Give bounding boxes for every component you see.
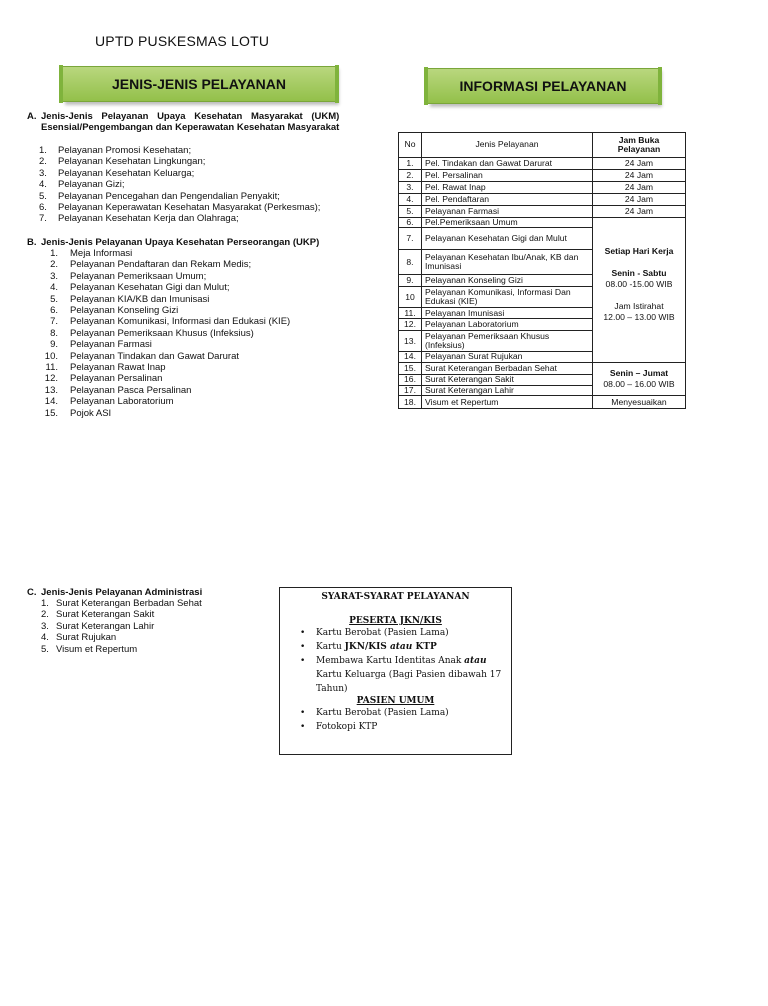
row-no: 7.: [399, 228, 422, 250]
header-hours: [593, 133, 686, 158]
row-service: Pelayanan Kesehatan Gigi dan Mulut: [422, 228, 593, 250]
list-label: Pelayanan Pencegahan dan Pengendalian Penyakit;: [58, 190, 280, 202]
row-hours: 24 Jam: [593, 170, 686, 182]
section-a-heading-line1: Jenis-Jenis Pelayanan Upaya Kesehatan Masyarakat (UKM): [41, 111, 340, 122]
list-label: Pelayanan Keperawatan Kesehatan Masyarakat (Perkesmas);: [58, 202, 321, 214]
requirement-text: Kartu Berobat (Pasien Lama): [316, 708, 449, 718]
row-no: 12.: [399, 319, 422, 331]
jkn-heading: PESERTA JKN/KIS: [349, 616, 442, 626]
table-row: [399, 218, 686, 228]
jkn-requirements-list: [280, 626, 511, 696]
list-label: Pojok ASI: [70, 407, 112, 419]
list-label: Pelayanan Laboratorium: [70, 396, 174, 408]
row-service: Pel.Pemeriksaan Umum: [422, 218, 593, 228]
row-no: 14.: [399, 352, 422, 362]
umum-heading: PASIEN UMUM: [356, 696, 435, 706]
table-row: [399, 206, 686, 218]
list-label: Visum et Repertum: [56, 643, 138, 655]
schedule-workdays: [593, 218, 686, 363]
row-no: 17.: [399, 385, 422, 395]
list-number: 3.: [50, 270, 58, 282]
row-service: Pelayanan Surat Rujukan: [422, 352, 593, 362]
row-service: Pel. Pendaftaran: [422, 194, 593, 206]
list-item: [27, 156, 384, 167]
row-service: Surat Keterangan Sakit: [422, 374, 593, 385]
list-item: [27, 248, 384, 259]
schedule-admin-hours: 08.00 – 16.00 WIB: [603, 379, 675, 390]
row-service: Surat Keterangan Lahir: [422, 385, 593, 395]
row-service: Pelayanan Kesehatan Ibu/Anak, KB dan Imunisasi: [422, 250, 593, 275]
list-number: 3.: [41, 620, 49, 632]
list-number: 2.: [50, 259, 58, 271]
row-no: 10: [399, 287, 422, 308]
list-number: 8.: [50, 327, 58, 339]
list-label: Pelayanan Pendaftaran dan Rekam Medis;: [70, 259, 252, 271]
list-number: 9.: [50, 339, 58, 351]
table-row: [399, 362, 686, 374]
list-label: Pelayanan Pasca Persalinan: [70, 384, 192, 396]
list-item: [300, 720, 505, 734]
section-c-heading: [27, 587, 247, 598]
requirement-text: Kartu Berobat (Pasien Lama): [316, 628, 449, 638]
list-label: Pelayanan Kesehatan Gigi dan Mulut;: [70, 282, 230, 294]
requirement-bold-jkn: JKN/KIS: [344, 642, 387, 652]
list-label: Surat Keterangan Berbadan Sehat: [56, 598, 202, 609]
header-hours-line1: Jam Buka: [618, 134, 660, 145]
list-item: [27, 408, 384, 419]
list-label: Pelayanan Kesehatan Lingkungan;: [58, 156, 206, 168]
schedule-break-label: Jam Istirahat: [614, 301, 664, 311]
section-a-ukm: [27, 111, 384, 225]
list-label: Surat Keterangan Sakit: [56, 609, 155, 621]
service-info-banner: INFORMASI PELAYANAN: [427, 68, 659, 104]
schedule-hours: 08.00 -15.00 WIB: [605, 279, 673, 289]
requirement-bold-ktp: KTP: [415, 642, 437, 652]
row-no: 13.: [399, 331, 422, 352]
list-number: 7.: [50, 316, 58, 328]
list-item: [27, 259, 384, 270]
list-item: [27, 202, 384, 213]
list-number: 3.: [39, 167, 47, 179]
row-no: 5.: [399, 206, 422, 218]
row-service: Pel. Tindakan dan Gawat Darurat: [422, 158, 593, 170]
row-service: Visum et Repertum: [422, 396, 593, 409]
requirement-text: Fotokopi KTP: [316, 722, 378, 732]
table-row: [399, 170, 686, 182]
table-row: [399, 158, 686, 170]
section-letter: A.: [27, 111, 37, 122]
list-label: Pelayanan Pemeriksaan Khusus (Infeksius): [70, 327, 254, 339]
list-item: [27, 396, 384, 407]
list-label: Surat Rujukan: [56, 632, 117, 644]
list-item: [300, 640, 505, 654]
requirements-box: [279, 587, 512, 755]
schedule-visum: Menyesuaikan: [593, 396, 686, 409]
section-letter: C.: [27, 587, 37, 598]
row-hours: 24 Jam: [593, 182, 686, 194]
list-item: [27, 609, 247, 620]
list-item: [27, 385, 384, 396]
list-label: Pelayanan Konseling Gizi: [70, 305, 179, 317]
row-service: Surat Keterangan Berbadan Sehat: [422, 362, 593, 374]
list-number: 6.: [50, 305, 58, 317]
section-b-ukp: [27, 237, 384, 419]
list-label: Pelayanan Komunikasi, Informasi dan Edukasi (KIE): [70, 316, 291, 328]
list-item: [27, 598, 247, 609]
row-no: 18.: [399, 396, 422, 409]
table-header-row: [399, 133, 686, 158]
list-label: Pelayanan Promosi Kesehatan;: [58, 145, 192, 156]
row-no: 1.: [399, 158, 422, 170]
table-row: [399, 182, 686, 194]
list-number: 2.: [41, 609, 49, 621]
row-hours: 24 Jam: [593, 206, 686, 218]
row-service: Pelayanan Konseling Gizi: [422, 275, 593, 287]
list-item: [27, 282, 384, 293]
list-number: 6.: [39, 202, 47, 214]
row-no: 3.: [399, 182, 422, 194]
row-no: 6.: [399, 218, 422, 228]
requirements-title: SYARAT-SYARAT PELAYANAN: [321, 592, 470, 602]
list-item: [27, 145, 384, 156]
service-info-table: [398, 132, 686, 409]
list-item: [27, 362, 384, 373]
list-item: [27, 644, 247, 655]
list-item: [27, 294, 384, 305]
list-label: Meja Informasi: [70, 248, 133, 259]
schedule-admin-days: Senin – Jumat: [609, 368, 669, 379]
list-label: Pelayanan Pemeriksaan Umum;: [70, 270, 207, 282]
section-b-heading: [27, 237, 384, 248]
list-item: [27, 351, 384, 362]
section-c-list: [27, 598, 247, 655]
list-number: 4.: [39, 179, 47, 191]
list-item: [27, 271, 384, 282]
list-number: 4.: [50, 282, 58, 294]
section-a-list: [27, 145, 384, 225]
list-item: [27, 305, 384, 316]
list-item: [27, 179, 384, 190]
list-item: [27, 328, 384, 339]
requirement-text-post: Kartu Keluarga (Bagi Pasien dibawah 17 Tahun): [316, 670, 502, 694]
list-label: Pelayanan Kesehatan Kerja dan Olahraga;: [58, 213, 239, 225]
list-number: 5.: [39, 190, 47, 202]
schedule-heading: Setiap Hari Kerja: [604, 246, 674, 256]
list-number: 1.: [39, 145, 47, 156]
umum-requirements-list: [280, 706, 511, 734]
requirement-atau: atau: [464, 656, 487, 666]
schedule-admin: [593, 362, 686, 395]
list-item: [27, 191, 384, 202]
list-item: [27, 621, 247, 632]
list-number: 7.: [39, 213, 47, 225]
section-a-heading-line2: Esensial/Pengembangan dan Keperawatan Kesehatan Masyarakat: [41, 122, 340, 133]
list-item: [300, 626, 505, 640]
list-item: [300, 654, 505, 696]
requirement-text-pre: Kartu: [316, 642, 345, 652]
row-hours: 24 Jam: [593, 194, 686, 206]
row-service: Pelayanan Imunisasi: [422, 308, 593, 319]
list-item: [27, 168, 384, 179]
list-item: [27, 373, 384, 384]
list-label: Pelayanan Gizi;: [58, 179, 125, 191]
list-number: 1.: [41, 598, 49, 609]
row-no: 4.: [399, 194, 422, 206]
list-number: 10.: [44, 350, 58, 362]
list-number: 13.: [44, 384, 58, 396]
row-service: Pelayanan Komunikasi, Informasi Dan Edukasi (KIE): [422, 287, 593, 308]
list-number: 15.: [44, 407, 58, 419]
schedule-days: Senin - Sabtu: [611, 268, 667, 278]
row-no: 8.: [399, 250, 422, 275]
list-number: 5.: [50, 293, 58, 305]
list-label: Pelayanan Rawat Inap: [70, 362, 166, 374]
row-no: 16.: [399, 374, 422, 385]
organization-title: UPTD PUSKESMAS LOTU: [95, 33, 270, 49]
table-row: [399, 194, 686, 206]
row-no: 11.: [399, 308, 422, 319]
row-no: 9.: [399, 275, 422, 287]
list-number: 12.: [44, 373, 58, 385]
row-no: 15.: [399, 362, 422, 374]
list-number: 11.: [45, 362, 58, 374]
list-item: [27, 213, 384, 224]
section-b-list: [27, 248, 384, 419]
list-number: 5.: [41, 643, 49, 655]
list-label: Pelayanan Farmasi: [70, 339, 152, 351]
list-number: 14.: [44, 396, 58, 408]
requirement-text-pre: Membawa Kartu Identitas Anak: [316, 656, 465, 666]
header-no: No: [399, 133, 422, 158]
list-item: [300, 706, 505, 720]
section-a-heading: [27, 111, 384, 133]
section-letter: B.: [27, 237, 37, 248]
list-label: Pelayanan Persalinan: [70, 373, 163, 385]
list-number: 4.: [41, 632, 49, 644]
row-service: Pelayanan Pemeriksaan Khusus (Infeksius): [422, 331, 593, 352]
list-label: Pelayanan Tindakan dan Gawat Darurat: [70, 350, 239, 362]
row-no: 2.: [399, 170, 422, 182]
list-label: Pelayanan Kesehatan Keluarga;: [58, 167, 195, 179]
row-service: Pelayanan Farmasi: [422, 206, 593, 218]
list-number: 2.: [39, 156, 47, 168]
table-row: [399, 396, 686, 409]
row-hours: 24 Jam: [593, 158, 686, 170]
requirement-atau: atau: [386, 642, 416, 652]
list-item: [27, 632, 247, 643]
list-label: Surat Keterangan Lahir: [56, 620, 155, 632]
row-service: Pel. Rawat Inap: [422, 182, 593, 194]
list-label: Pelayanan KIA/KB dan Imunisasi: [70, 293, 210, 305]
section-heading-text: [41, 111, 339, 133]
section-heading-text: Jenis-Jenis Pelayanan Administrasi: [41, 587, 203, 598]
list-number: 1.: [50, 248, 58, 259]
list-item: [27, 339, 384, 350]
section-c-admin: [27, 587, 247, 655]
schedule-break-hours: 12.00 – 13.00 WIB: [603, 312, 675, 322]
row-service: Pel. Persalinan: [422, 170, 593, 182]
section-heading-text: Jenis-Jenis Pelayanan Upaya Kesehatan Perseorangan (UKP): [41, 237, 320, 248]
row-service: Pelayanan Laboratorium: [422, 319, 593, 331]
header-hours-line2: Pelayanan: [617, 144, 661, 154]
services-banner: JENIS-JENIS PELAYANAN: [62, 66, 336, 102]
header-service: Jenis Pelayanan: [422, 133, 593, 158]
list-item: [27, 316, 384, 327]
